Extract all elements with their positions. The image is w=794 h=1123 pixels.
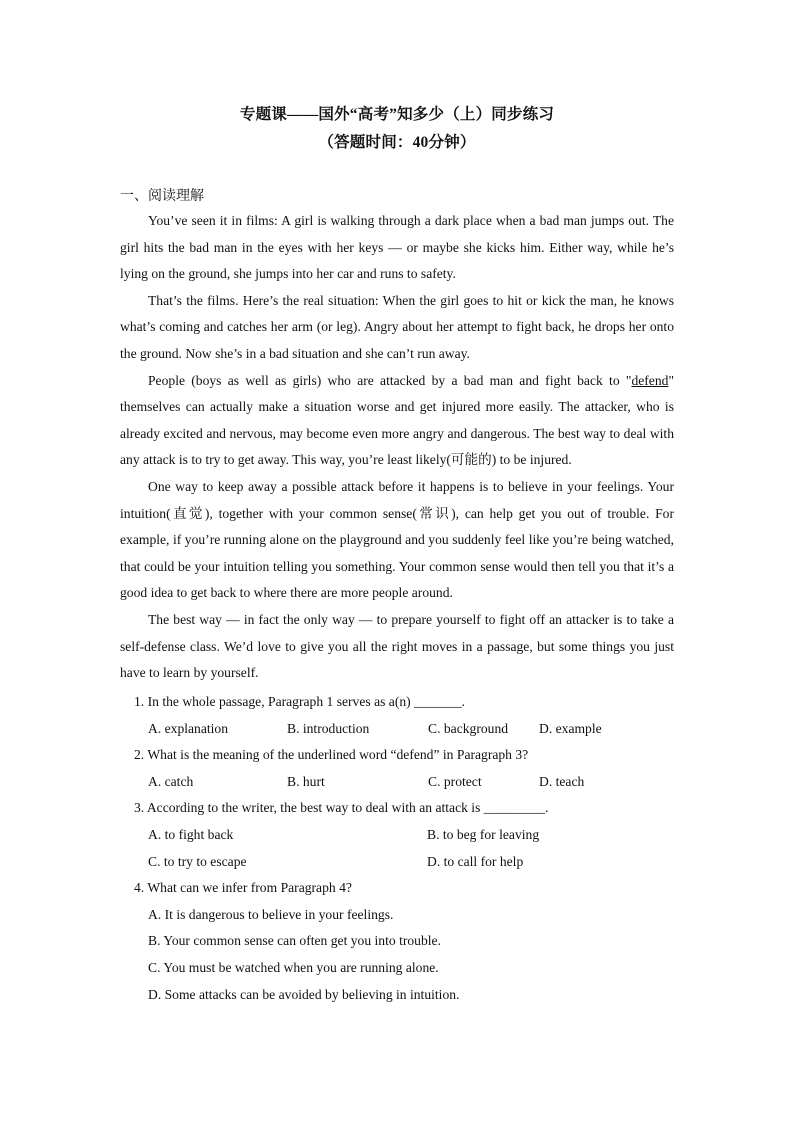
option-c[interactable]: C. to try to escape (148, 853, 247, 869)
question-2: 2. What is the meaning of the underlined word “defend” in Paragraph 3? (134, 747, 529, 763)
reading-passage (120, 208, 674, 687)
option-a[interactable]: A. to fight back (148, 826, 234, 842)
underlined-word: defend (631, 372, 669, 388)
question-2-options (120, 769, 680, 796)
option-a[interactable]: A. catch (148, 773, 194, 789)
option-c[interactable]: C. background (428, 720, 509, 736)
option-c[interactable]: C. You must be watched when you are running alone. (148, 959, 439, 975)
question-3: 3. According to the writer, the best way to deal with an attack is _________. (134, 800, 549, 816)
time-limit: （答题时间：40分钟） (318, 134, 476, 151)
option-b[interactable]: B. introduction (287, 720, 370, 736)
option-d[interactable]: D. example (539, 720, 602, 736)
option-a[interactable]: A. explanation (148, 720, 229, 736)
paragraph-2: That’s the films. Here’s the real situation: When the girl goes to hit or kick the man, he knows what’s coming and catches her arm (or leg). Angry about her attempt to fight back, he drops her onto the ground. Now she’s in a bad situation and she can’t run away. (120, 292, 674, 361)
option-b[interactable]: B. Your common sense can often get you into trouble. (148, 933, 441, 949)
section-heading: 一、阅读理解 (120, 189, 204, 204)
option-b[interactable]: B. to beg for leaving (427, 826, 540, 842)
option-b[interactable]: B. hurt (287, 773, 325, 789)
paragraph-1: You’ve seen it in films: A girl is walking through a dark place when a bad man jumps out. The girl hits the bad man in the eyes with her keys — or maybe she kicks him. Either way, while he’s lying on the ground, she jumps into her car and runs to safety. (120, 213, 674, 282)
paragraph-3 (120, 368, 674, 474)
question-3-options-row-1 (120, 822, 680, 849)
document-title: 专题课——国外“高考”知多少（上）同步练习 (239, 106, 555, 123)
option-d[interactable]: D. Some attacks can be avoided by believing in intuition. (148, 986, 460, 1002)
option-c[interactable]: C. protect (428, 773, 482, 789)
option-a[interactable]: A. It is dangerous to believe in your feelings. (148, 906, 394, 922)
paragraph-5: The best way — in fact the only way — to prepare yourself to fight off an attacker is to take a self-defense class. We’d love to give you all the right moves in a passage, but some things you just have to learn by yourself. (120, 611, 674, 681)
question-1: 1. In the whole passage, Paragraph 1 serves as a(n) _______. (134, 694, 466, 709)
paragraph-3-end: " themselves can actually make a situation worse and get injured more easily. The attacker, who is already excited and nervous, may become even more angry and dangerous. The best way to deal with any attack is to try to get away. This way, you’re least likely(可能的) to be injured. (120, 372, 674, 468)
question-3-options-row-2 (120, 849, 680, 876)
paragraph-3-start: People (boys as well as girls) who are attacked by a bad man and fight back to " (148, 372, 632, 388)
option-d[interactable]: D. teach (539, 773, 585, 789)
paragraph-4: One way to keep away a possible attack before it happens is to believe in your feelings. Your intuition(直觉), together with your common sense(常识), can help get you out of trouble. For example, if you’re running alone on the playground and you suddenly feel like you’re being watched, that could be your intuition telling you something. Your common sense would then tell you that it’s a good idea to get back to where there are more people around. (120, 478, 674, 601)
question-list (120, 689, 680, 1008)
question-1-options (120, 716, 680, 743)
option-d[interactable]: D. to call for help (427, 853, 524, 869)
question-4: 4. What can we infer from Paragraph 4? (134, 880, 352, 896)
